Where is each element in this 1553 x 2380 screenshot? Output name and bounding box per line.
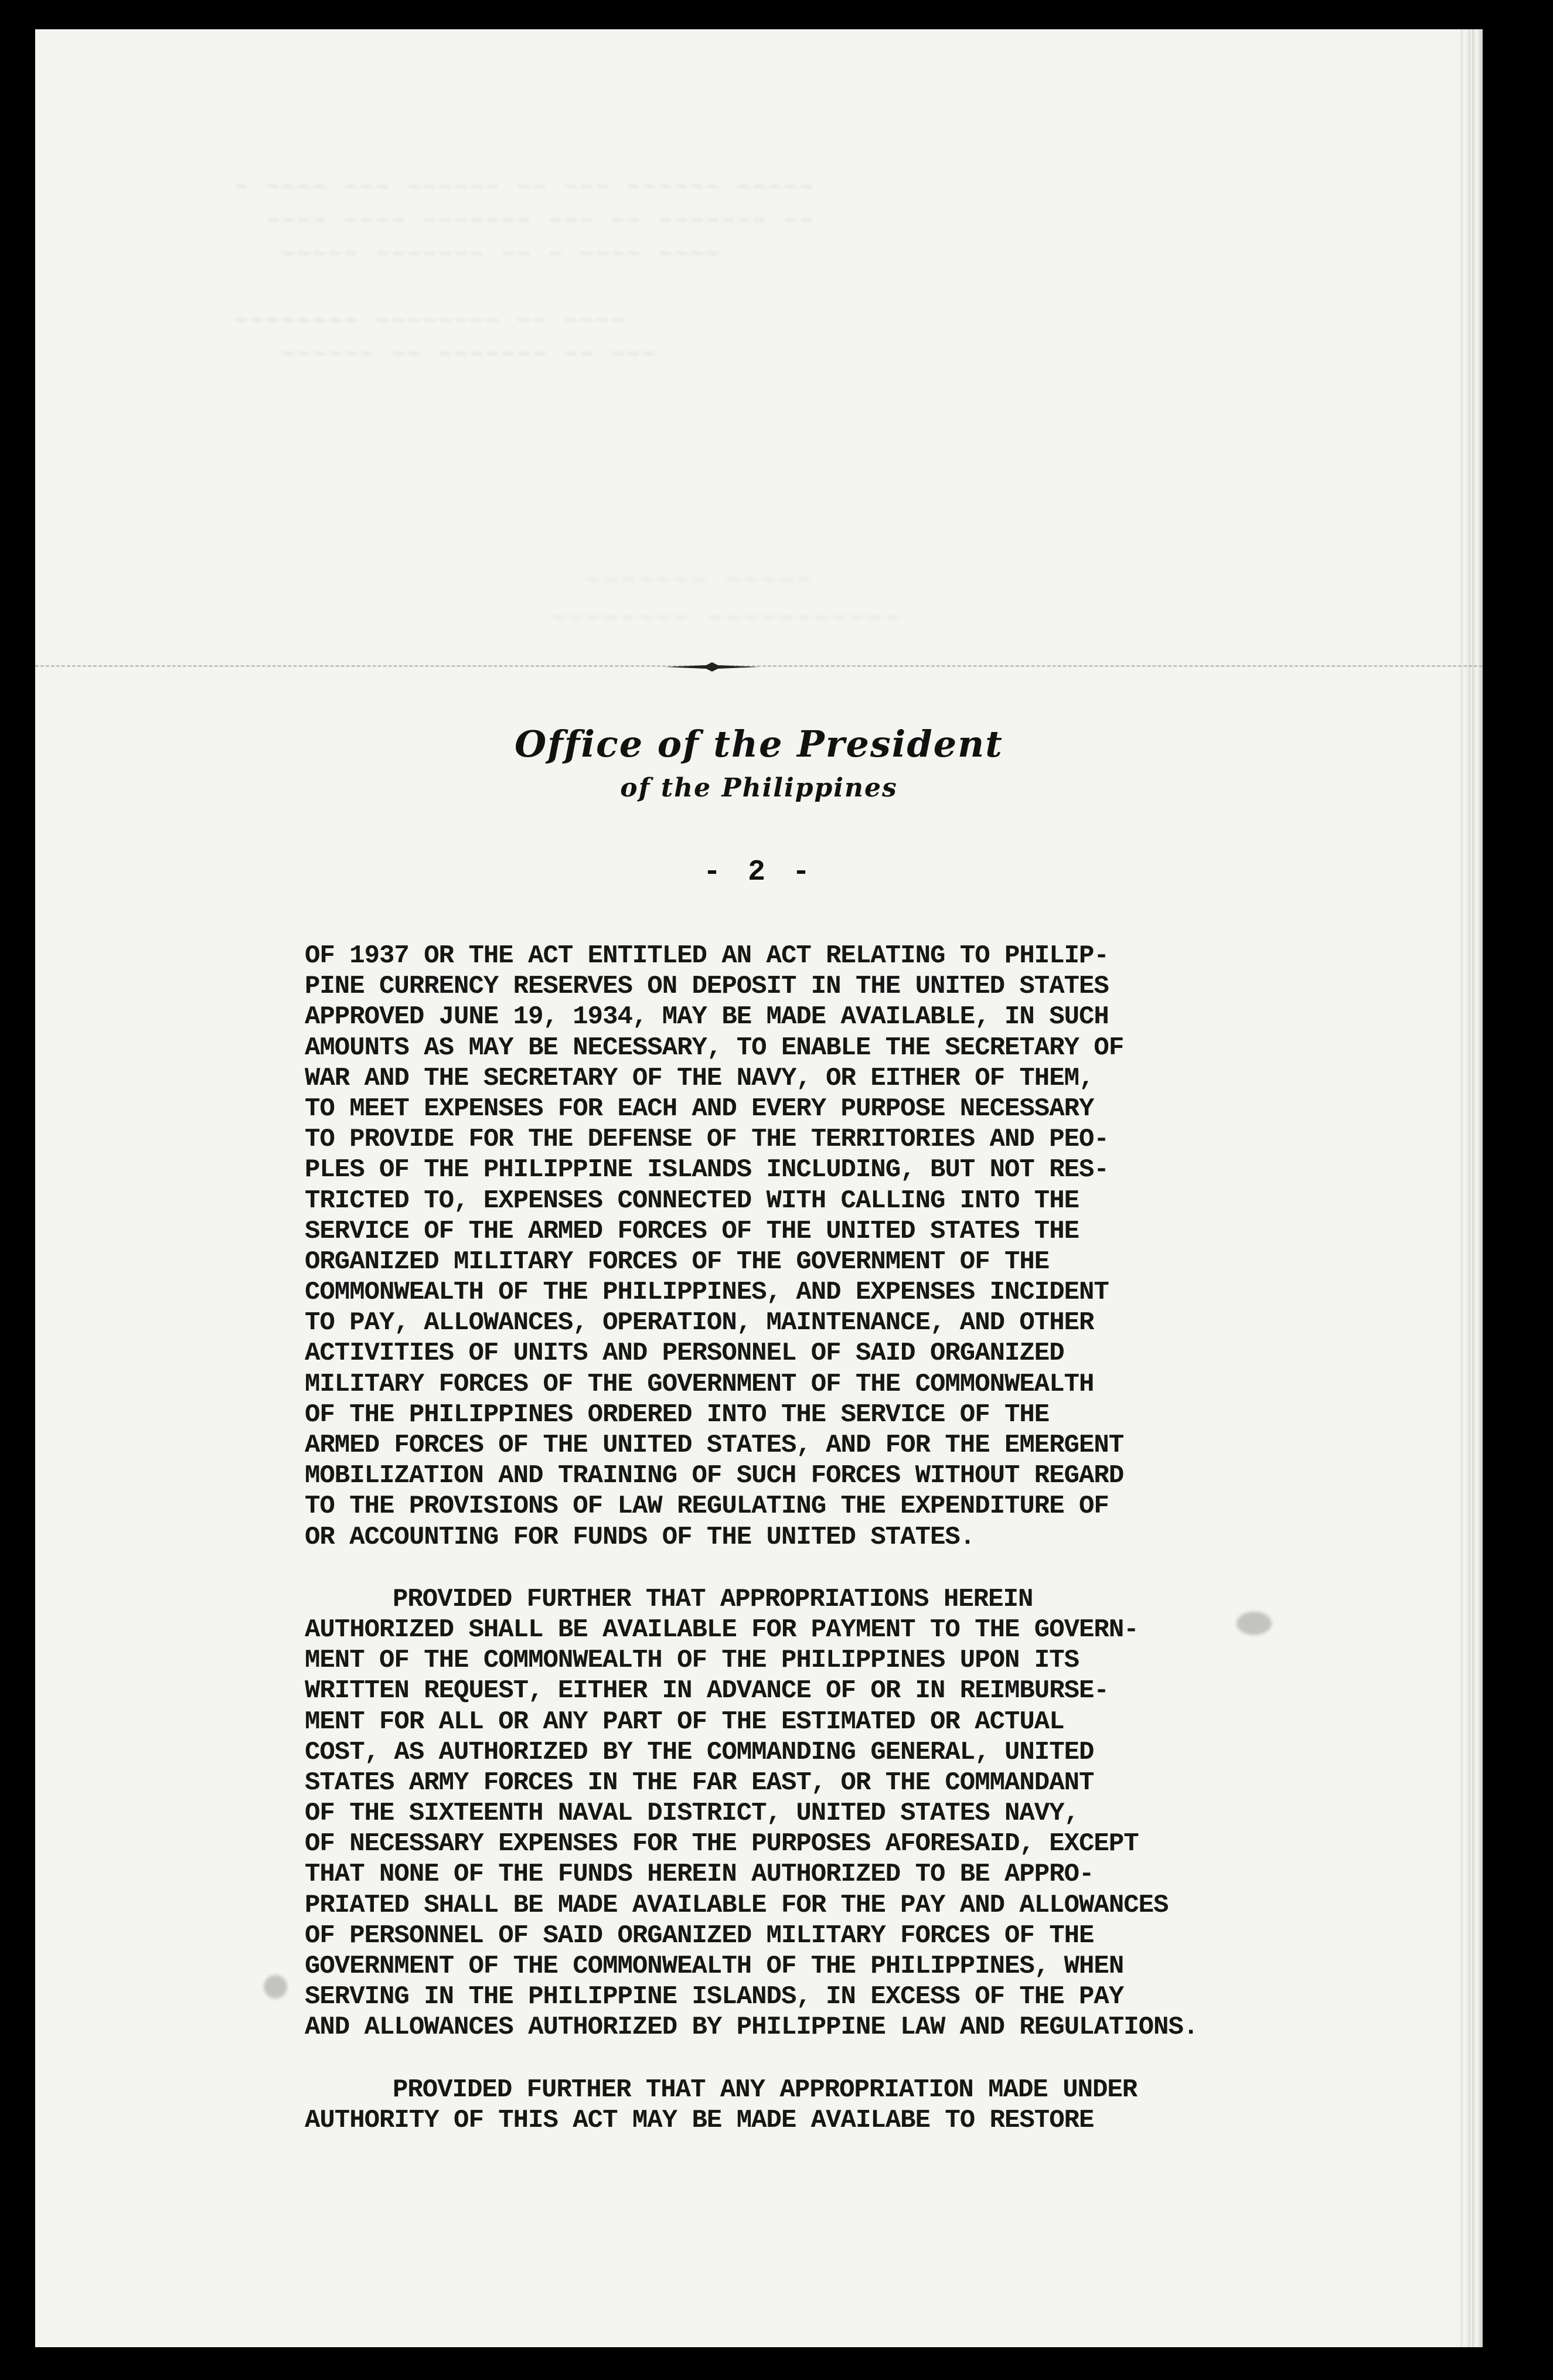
text-line: OF THE SIXTEENTH NAVAL DISTRICT, UNITED STATES NAVY,: [305, 1799, 1079, 1829]
text-line: OF 1937 OR THE ACT ENTITLED AN ACT RELATING TO PHILIP-: [305, 941, 1109, 971]
text-line: ACTIVITIES OF UNITS AND PERSONNEL OF SAID ORGANIZED: [305, 1339, 1064, 1368]
body-paragraph: [305, 2075, 1453, 2136]
bleed-through-text-lower: ~~~~~~~ ~~~~~ ~~~~~~~~ ~~~~~~~~~~~: [551, 568, 903, 633]
text-line: MOBILIZATION AND TRAINING OF SUCH FORCES WITHOUT REGARD: [305, 1461, 1124, 1491]
text-line: OF PERSONNEL OF SAID ORGANIZED MILITARY FORCES OF THE: [305, 1921, 1094, 1950]
text-line: TO PAY, ALLOWANCES, OPERATION, MAINTENANCE, AND OTHER: [305, 1308, 1094, 1338]
text-line: AUTHORIZED SHALL BE AVAILABLE FOR PAYMENT TO THE GOVERN-: [305, 1615, 1139, 1644]
scan-smudge: [1237, 1612, 1272, 1635]
paragraph-gap: [305, 2043, 1453, 2075]
text-line: PROVIDED FURTHER THAT ANY APPROPRIATION MADE UNDER: [393, 2075, 1137, 2105]
text-line: OF NECESSARY EXPENSES FOR THE PURPOSES AFORESAID, EXCEPT: [305, 1829, 1139, 1859]
text-line: TO MEET EXPENSES FOR EACH AND EVERY PURPOSE NECESSARY: [305, 1094, 1094, 1123]
text-line: ARMED FORCES OF THE UNITED STATES, AND FOR THE EMERGENT: [305, 1431, 1124, 1460]
document-body: [305, 941, 1453, 2136]
text-line: SERVICE OF THE ARMED FORCES OF THE UNITED STATES THE: [305, 1216, 1079, 1246]
letterhead-title: Office of the President: [515, 723, 1003, 765]
text-line: THAT NONE OF THE FUNDS HEREIN AUTHORIZED TO BE APPRO-: [305, 1860, 1094, 1889]
text-line: WRITTEN REQUEST, EITHER IN ADVANCE OF OR IN REIMBURSE-: [305, 1676, 1109, 1706]
text-line: GOVERNMENT OF THE COMMONWEALTH OF THE PHILIPPINES, WHEN: [305, 1952, 1124, 1981]
text-line: PINE CURRENCY RESERVES ON DEPOSIT IN THE UNITED STATES: [305, 972, 1109, 1002]
text-line: PRIATED SHALL BE MADE AVAILABLE FOR THE PAY AND ALLOWANCES: [305, 1890, 1169, 1920]
text-line: COST, AS AUTHORIZED BY THE COMMANDING GENERAL, UNITED: [305, 1737, 1094, 1767]
scan-smudge: [264, 1975, 287, 1998]
text-line: AND ALLOWANCES AUTHORIZED BY PHILIPPINE LAW AND REGULATIONS.: [305, 2013, 1198, 2042]
text-line: AMOUNTS AS MAY BE NECESSARY, TO ENABLE THE SECRETARY OF: [305, 1033, 1124, 1063]
paper-stack-edge: [1472, 29, 1483, 2347]
text-line: TO THE PROVISIONS OF LAW REGULATING THE EXPENDITURE OF: [305, 1492, 1109, 1521]
page-fold-line: [35, 665, 1483, 667]
letterhead: [35, 721, 1483, 809]
paragraph-gap: [305, 1552, 1453, 1584]
text-line: ORGANIZED MILITARY FORCES OF THE GOVERNMENT OF THE: [305, 1247, 1050, 1276]
body-paragraph: [305, 941, 1453, 1552]
body-paragraph: [305, 1584, 1453, 2043]
bleed-through-text-upper: ~ ~~~~ ~~~ ~~~~~~ ~~ ~~~ ~~~~~~ ~~~~~ ~~~~ ~~~~ ~~~~~~~ ~~~ ~~ ~~~~~~~ ~~ ~~~~~ ~~~~~~~ ~~ ~ ~~~~ ~~~~ ~~~~~~~~ ~~~~~~~~ ~~ ~~~~ ~~~~~~ ~~ ~~~~~~~ ~~ ~~~: [234, 176, 816, 368]
text-line: MENT OF THE COMMONWEALTH OF THE PHILIPPINES UPON ITS: [305, 1646, 1079, 1676]
text-line: MILITARY FORCES OF THE GOVERNMENT OF THE COMMONWEALTH: [305, 1369, 1094, 1399]
text-line: WAR AND THE SECRETARY OF THE NAVY, OR EITHER OF THEM,: [305, 1063, 1094, 1093]
text-line: OR ACCOUNTING FOR FUNDS OF THE UNITED STATES.: [305, 1522, 975, 1552]
text-line: PLES OF THE PHILIPPINE ISLANDS INCLUDING, BUT NOT RES-: [305, 1155, 1109, 1185]
letterhead-subtitle: of the Philippines: [620, 773, 898, 803]
text-line: APPROVED JUNE 19, 1934, MAY BE MADE AVAILABLE, IN SUCH: [305, 1002, 1109, 1032]
text-line: OF THE PHILIPPINES ORDERED INTO THE SERVICE OF THE: [305, 1400, 1050, 1429]
page-number: - 2 -: [703, 856, 815, 889]
text-line: AUTHORITY OF THIS ACT MAY BE MADE AVAILABE TO RESTORE: [305, 2105, 1094, 2135]
text-line: SERVING IN THE PHILIPPINE ISLANDS, IN EXCESS OF THE PAY: [305, 1982, 1124, 2012]
text-line: MENT FOR ALL OR ANY PART OF THE ESTIMATED OR ACTUAL: [305, 1707, 1064, 1737]
paper-stack-edge: [1460, 29, 1471, 2347]
document-sheet: [35, 29, 1483, 2347]
text-line: COMMONWEALTH OF THE PHILIPPINES, AND EXPENSES INCIDENT: [305, 1278, 1109, 1308]
text-line: PROVIDED FURTHER THAT APPROPRIATIONS HEREIN: [393, 1584, 1033, 1614]
text-line: TRICTED TO, EXPENSES CONNECTED WITH CALLING INTO THE: [305, 1186, 1079, 1215]
text-line: TO PROVIDE FOR THE DEFENSE OF THE TERRITORIES AND PEO-: [305, 1125, 1109, 1155]
text-line: STATES ARMY FORCES IN THE FAR EAST, OR THE COMMANDANT: [305, 1768, 1094, 1797]
letterhead-ornament-icon: [665, 662, 759, 672]
